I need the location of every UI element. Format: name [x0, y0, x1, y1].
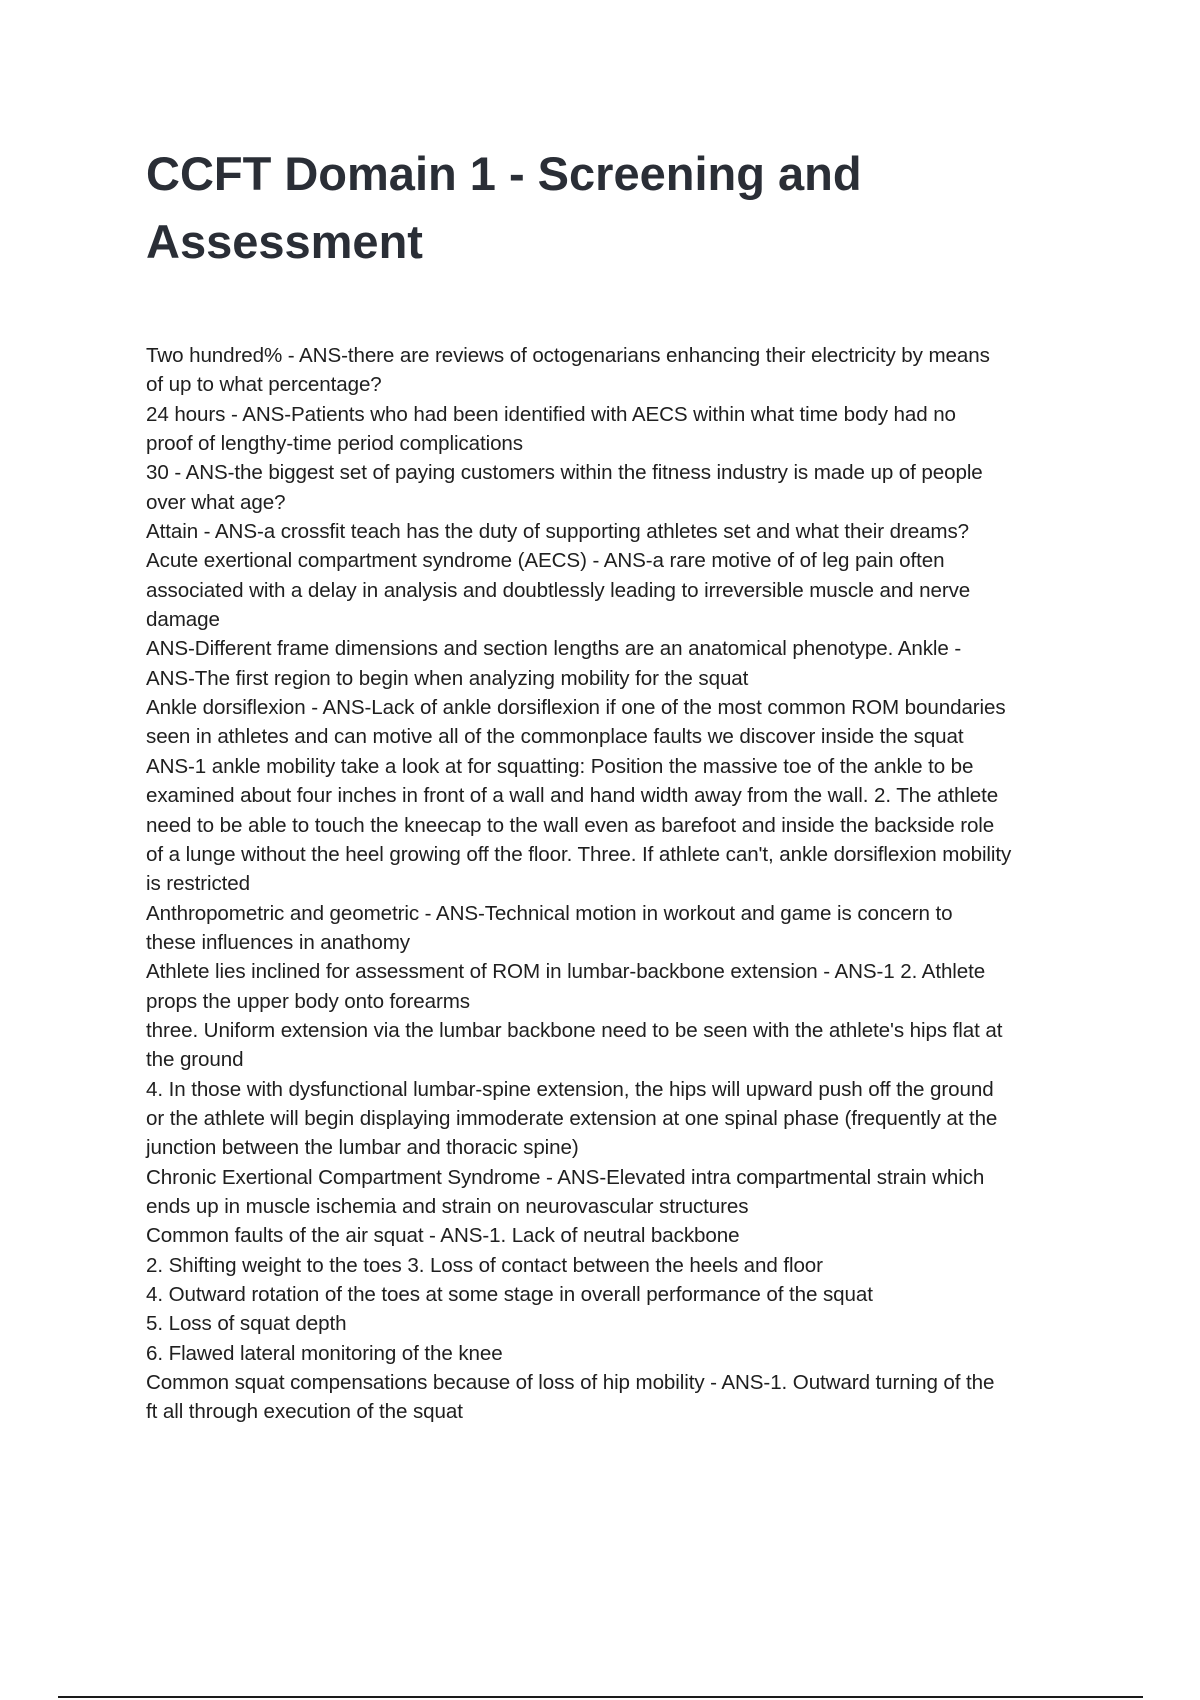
page-title: CCFT Domain 1 - Screening and Assessment	[146, 147, 862, 268]
body-line: associated with a delay in analysis and doubtlessly leading to irreversible muscle and nerve	[146, 578, 971, 602]
body-line: 4. Outward rotation of the toes at some stage in overall performance of the squat	[146, 1283, 873, 1306]
body-line: Two hundred% - ANS-there are reviews of octogenarians enhancing their electricity by means	[146, 344, 990, 367]
body-line: Anthropometric and geometric - ANS-Technical motion in workout and game is concern to	[146, 901, 953, 925]
body-line: three. Uniform extension via the lumbar backbone need to be seen with the athlete's hips flat at	[146, 1018, 1003, 1042]
body-line: proof of lengthy-time period complications	[146, 432, 523, 456]
body-line: Common faults of the air squat - ANS-1. Lack of neutral backbone	[146, 1224, 740, 1248]
body-line: ft all through execution of the squat	[146, 1400, 463, 1424]
body-line: props the upper body onto forearms	[146, 989, 471, 1013]
body-line: seen in athletes and can motive all of the commonplace faults we discover inside the squat	[146, 725, 964, 749]
body-line: ends up in muscle ischemia and strain on neurovascular structures	[146, 1194, 749, 1218]
body-line: ANS-The first region to begin when analyzing mobility for the squat	[146, 666, 749, 690]
body-line: Athlete lies inclined for assessment of ROM in lumbar-backbone extension - ANS-1 2. Athlete	[146, 960, 986, 984]
body-line: 24 hours - ANS-Patients who had been identified with AECS within what time body had no	[146, 402, 956, 426]
body-line: of up to what percentage?	[146, 373, 382, 397]
body-line: damage	[146, 608, 220, 632]
body-line: the ground	[146, 1048, 244, 1072]
body-line: Acute exertional compartment syndrome (AECS) - ANS-a rare motive of of leg pain often	[146, 549, 945, 573]
body-line: of a lunge without the heel growing off the floor. Three. If athlete can't, ankle dorsiflexion mobility	[146, 842, 1012, 866]
body-line: Attain - ANS-a crossfit teach has the duty of supporting athletes set and what their dreams?	[146, 520, 970, 544]
body-line: ANS-Different frame dimensions and section lengths are an anatomical phenotype. Ankle -	[146, 637, 962, 661]
body-line: Ankle dorsiflexion - ANS-Lack of ankle dorsiflexion if one of the most common ROM boundaries	[146, 696, 1006, 720]
body-line: 2. Shifting weight to the toes 3. Loss of contact between the heels and floor	[146, 1253, 823, 1277]
body-line: or the athlete will begin displaying immoderate extension at one spinal phase (frequently at the	[146, 1106, 998, 1130]
body-line: Chronic Exertional Compartment Syndrome - ANS-Elevated intra compartmental strain which	[146, 1165, 985, 1189]
footer-divider	[58, 1696, 1143, 1698]
body-line: junction between the lumbar and thoracic spine)	[146, 1136, 579, 1160]
body-line: 6. Flawed lateral monitoring of the knee	[146, 1341, 503, 1365]
body-line: ANS-1 ankle mobility take a look at for squatting: Position the massive toe of the ankle to be	[146, 754, 974, 778]
body-line: 4. In those with dysfunctional lumbar-spine extension, the hips will upward push off the ground	[146, 1077, 994, 1101]
body-line: is restricted	[146, 872, 250, 896]
body-line: Common squat compensations because of loss of hip mobility - ANS-1. Outward turning of the	[146, 1371, 995, 1395]
body-line: over what age?	[146, 490, 286, 514]
body-line: need to be able to touch the kneecap to the wall even as barefoot and inside the backside role	[146, 813, 995, 837]
document-body	[146, 341, 1096, 1427]
body-line: 5. Loss of squat depth	[146, 1312, 347, 1336]
body-line: these influences in anathomy	[146, 930, 410, 954]
body-line: 30 - ANS-the biggest set of paying customers within the fitness industry is made up of people	[146, 461, 983, 485]
body-line: examined about four inches in front of a wall and hand width away from the wall. 2. The athlete	[146, 784, 999, 808]
